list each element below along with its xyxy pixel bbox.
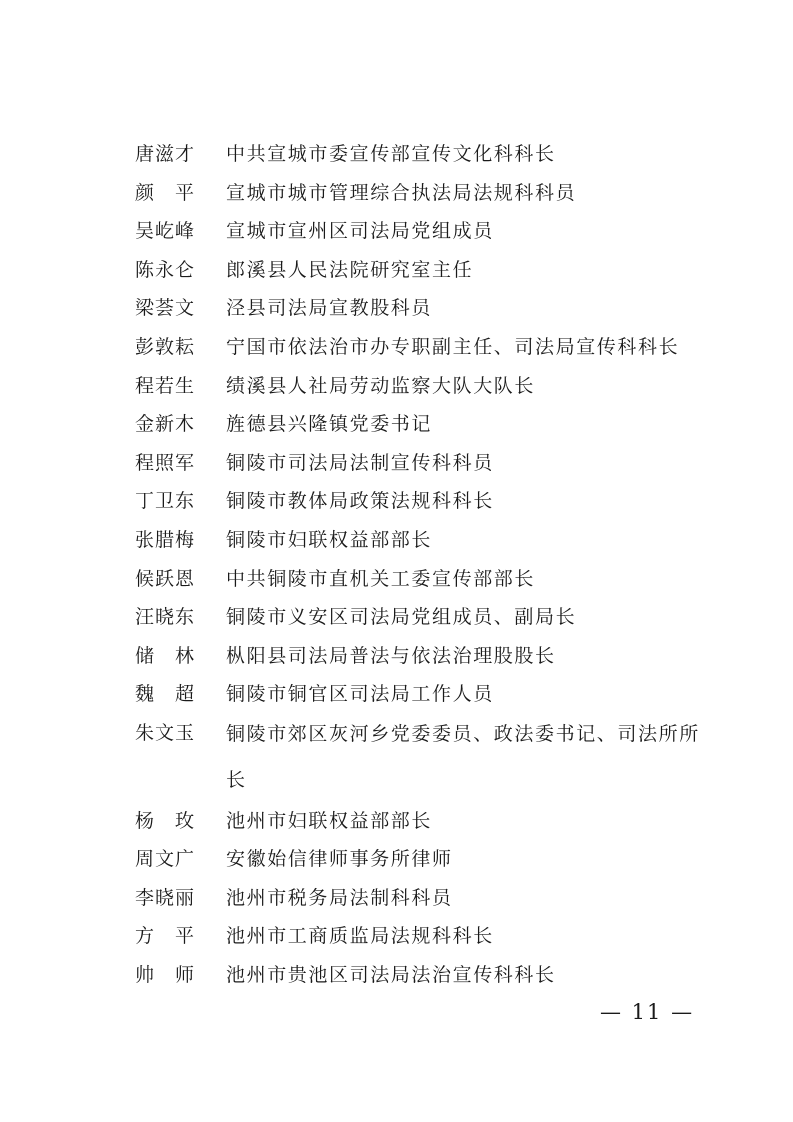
person-name: 唐滋才 (135, 143, 196, 165)
list-item (135, 805, 715, 838)
person-position: 池州市税务局法制科科员 (226, 886, 453, 909)
person-name: 方 平 (135, 925, 196, 948)
list-item (135, 408, 715, 441)
list-item (135, 447, 715, 480)
person-name: 金新木 (135, 413, 196, 436)
person-position: 宁国市依法治市办专职副主任、司法局宣传科科长 (226, 335, 680, 358)
list-item (135, 678, 715, 711)
person-position: 池州市工商质监局法规科科长 (226, 925, 494, 948)
list-item (135, 292, 715, 325)
list-item (135, 563, 715, 596)
person-name: 程照军 (135, 451, 196, 474)
person-position: 宣城市城市管理综合执法局法规科科员 (226, 181, 577, 204)
person-position: 铜陵市妇联权益部部长 (226, 528, 433, 551)
person-name: 彭敦耘 (135, 335, 196, 358)
person-name: 候跃恩 (135, 567, 196, 590)
person-position: 池州市妇联权益部部长 (226, 809, 433, 832)
list-item (135, 524, 715, 557)
person-name: 颜 平 (135, 181, 196, 204)
list-item (135, 485, 715, 518)
list-item (135, 177, 715, 210)
list-item (135, 215, 715, 248)
person-name: 杨 玫 (135, 809, 196, 832)
person-position: 旌德县兴隆镇党委书记 (226, 413, 433, 436)
list-item (135, 717, 715, 799)
list-item (135, 601, 715, 634)
person-name: 丁卫东 (135, 490, 196, 513)
person-name: 吴屹峰 (135, 220, 196, 243)
person-position: 池州市贵池区司法局法治宣传科科长 (226, 963, 556, 986)
person-position: 中共铜陵市直机关工委宣传部部长 (226, 567, 536, 590)
list-item (135, 254, 715, 287)
person-name: 汪晓东 (135, 606, 196, 629)
person-position: 郎溪县人民法院研究室主任 (226, 258, 474, 281)
person-name: 魏 超 (135, 683, 196, 706)
list-item (135, 882, 715, 915)
person-position: 铜陵市教体局政策法规科科长 (226, 490, 494, 513)
person-name: 朱文玉 (135, 721, 196, 744)
person-position: 宣城市宣州区司法局党组成员 (226, 220, 494, 243)
list-item (135, 843, 715, 876)
person-position: 安徽始信律师事务所律师 (226, 848, 453, 871)
person-position: 铜陵市铜官区司法局工作人员 (226, 683, 494, 706)
list-item (135, 640, 715, 673)
person-position: 中共宣城市委宣传部宣传文化科科长 (226, 143, 556, 165)
person-name: 程若生 (135, 374, 196, 397)
list-item (135, 370, 715, 403)
person-position: 绩溪县人社局劳动监察大队大队长 (226, 374, 536, 397)
person-name: 帅 师 (135, 963, 196, 986)
list-item (135, 959, 715, 992)
page-number: — 11 — (600, 1000, 695, 1024)
person-name: 李晓丽 (135, 886, 196, 909)
person-name: 梁荟文 (135, 297, 196, 320)
list-item (135, 138, 715, 171)
person-name: 储 林 (135, 644, 196, 667)
person-position: 铜陵市义安区司法局党组成员、副局长 (226, 606, 577, 629)
person-name: 陈永仑 (135, 258, 196, 281)
person-position: 枞阳县司法局普法与依法治理股股长 (226, 644, 556, 667)
person-position: 铜陵市郊区灰河乡党委委员、政法委书记、司法所所长 (226, 722, 700, 791)
list-item (135, 920, 715, 953)
person-position: 铜陵市司法局法制宣传科科员 (226, 451, 494, 474)
person-name: 周文广 (135, 848, 196, 871)
personnel-list (135, 138, 715, 997)
list-item (135, 331, 715, 364)
person-position: 泾县司法局宣教股科员 (226, 297, 433, 320)
person-name: 张腊梅 (135, 528, 196, 551)
